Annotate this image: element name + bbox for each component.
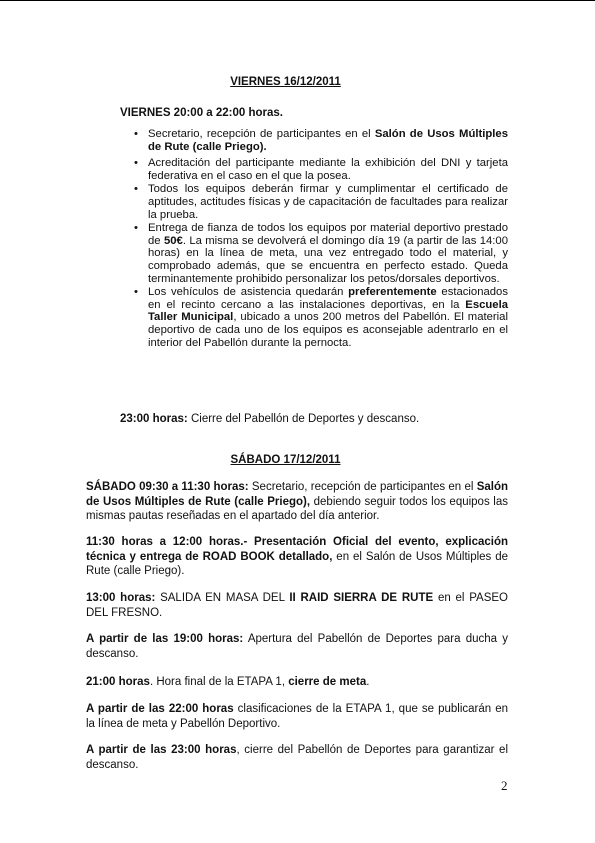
list-item: • Todos los equipos deberán firmar y cumplimentar el certificado de aptitudes, actitudes físicas y de capacitación de facultades para realizar la prueba.: [134, 183, 508, 221]
friday-time: VIERNES 20:00 a 22:00 horas.: [120, 107, 283, 119]
saturday-paragraph: A partir de las 23:00 horas, cierre del Pabellón de Deportes para garantizar el descanso.: [86, 744, 508, 771]
heading-friday: VIERNES 16/12/2011: [230, 76, 341, 88]
bullet-icon: •: [134, 128, 138, 140]
saturday-paragraph: 13:00 horas: SALIDA EN MASA DEL II RAID SIERRA DE RUTE en el PASEO DEL FRESNO.: [86, 592, 508, 619]
saturday-paragraph: 21:00 horas. Hora final de la ETAPA 1, cierre de meta.: [86, 676, 370, 688]
friday-list: [134, 128, 508, 349]
saturday-paragraph: A partir de las 19:00 horas: Apertura del Pabellón de Deportes para ducha y descanso.: [86, 633, 508, 660]
page-number: 2: [501, 778, 508, 793]
list-item: • Secretario, recepción de participantes en el Salón de Usos Múltiples de Rute (calle Priego).: [134, 128, 508, 153]
bullet-icon: •: [134, 222, 138, 235]
bullet-icon: •: [134, 183, 138, 196]
heading-saturday: SÁBADO 17/12/2011: [230, 454, 341, 466]
saturday-paragraph: A partir de las 22:00 horas clasificaciones de la ETAPA 1, que se publicarán en la línea de meta y Pabellón Deportivo.: [86, 703, 508, 730]
list-item: • Entrega de fianza de todos los equipos por material deportivo prestado de 50€. La misma se devolverá el domingo día 19 (a partir de las 14:00 horas) en la línea de meta, una vez entregado todo el material, y comprobado además, que se encuentra en perfecto estado. Queda terminantemente prohibido personalizar los petos/dorsales deportivos.: [134, 222, 508, 285]
saturday-paragraph: 11:30 horas a 12:00 horas.- Presentación Oficial del evento, explicación técnica y entrega de ROAD BOOK detallado, en el Salón de Usos Múltiples de Rute (calle Priego).: [86, 536, 508, 577]
list-item: • Acreditación del participante mediante la exhibición del DNI y tarjeta federativa en el caso en el que la posea.: [134, 157, 508, 182]
friday-close: 23:00 horas: Cierre del Pabellón de Deportes y descanso.: [120, 413, 420, 425]
list-item: • Los vehículos de asistencia quedarán preferentemente estacionados en el recinto cercano a las instalaciones deportivas, en la Escuela Taller Municipal, ubicado a unos 200 metros del Pabellón. El material deportivo de cada uno de los equipos es aconsejable adentrarlo en el interior del Pabellón durante la pernocta.: [134, 286, 508, 349]
top-border-line: [0, 0, 595, 1]
saturday-paragraph: SÁBADO 09:30 a 11:30 horas: Secretario, recepción de participantes en el Salón de Usos Múltiples de Rute (calle Priego), debiendo seguir todos los equipos las mismas pautas reseñadas en el apartado del día anterior.: [86, 481, 508, 522]
bullet-icon: •: [134, 157, 138, 170]
bullet-icon: •: [134, 286, 138, 299]
